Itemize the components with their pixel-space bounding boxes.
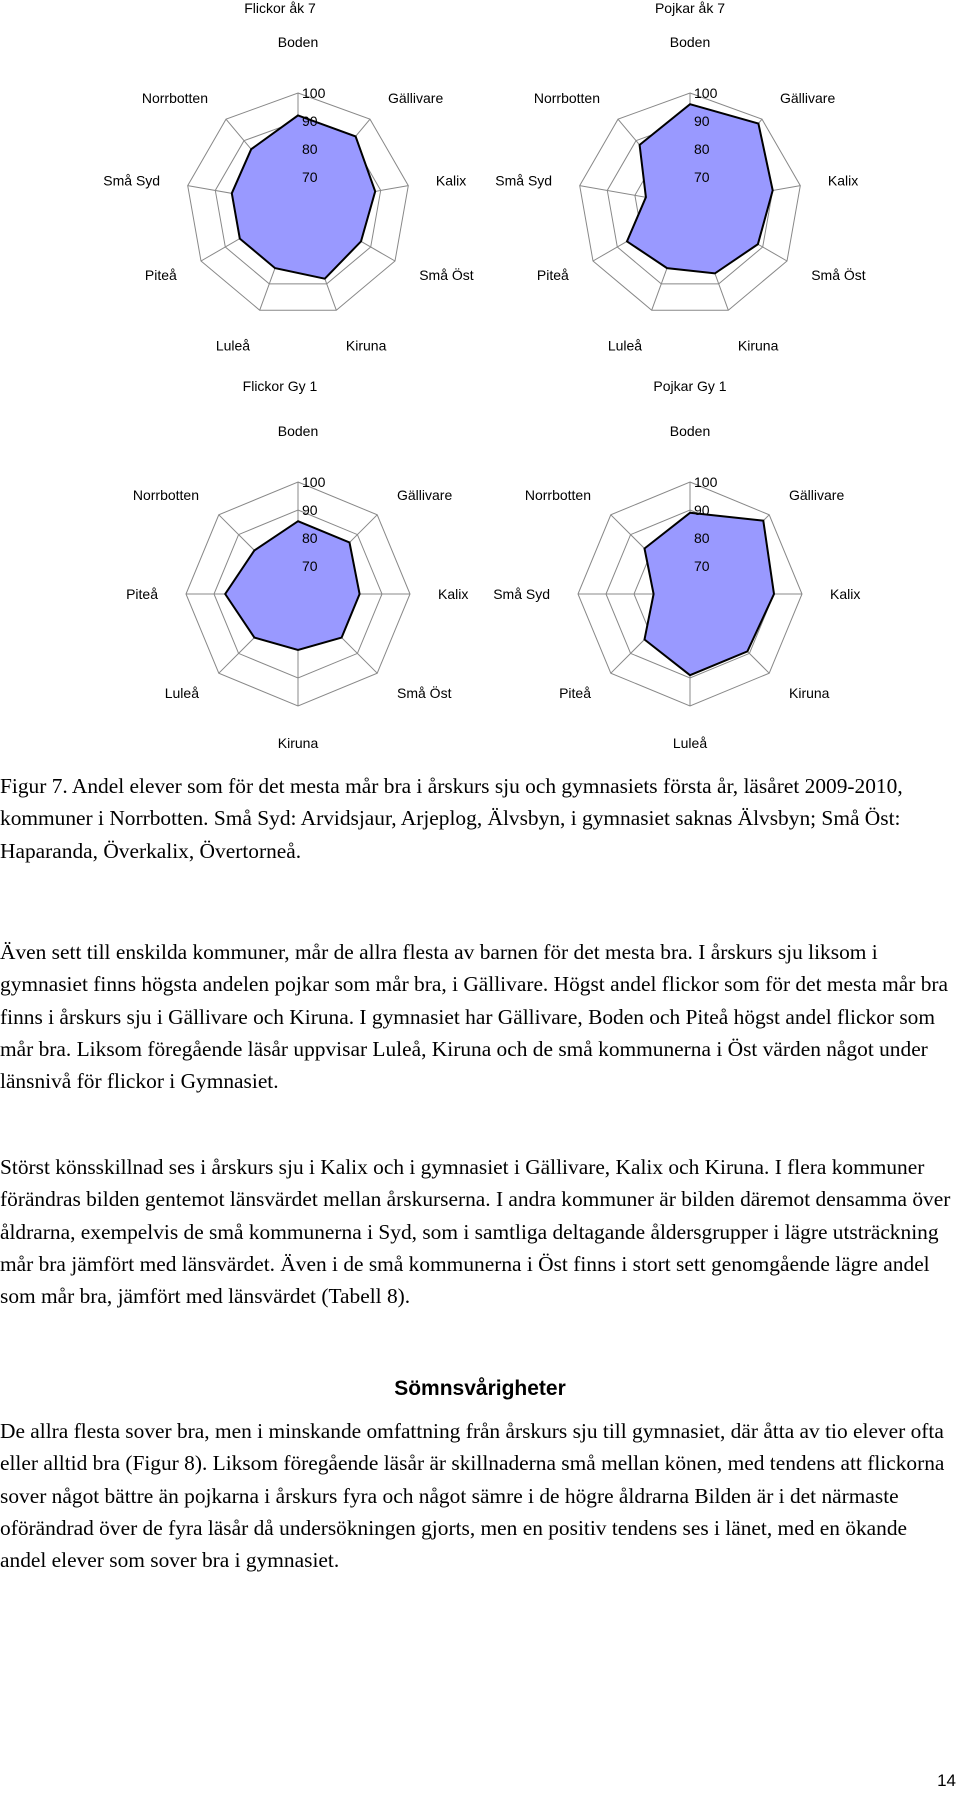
radar-svg <box>100 378 469 751</box>
chart-title: Pojkar Gy 1 <box>653 378 727 394</box>
body-paragraph <box>0 1415 958 1576</box>
category-label: Norrbotten <box>533 89 600 106</box>
figure-caption <box>0 770 958 867</box>
category-label: Norrbotten <box>141 89 208 106</box>
category-label: Små Öst <box>811 267 866 283</box>
tick-label: 70 <box>302 169 318 185</box>
category-label: Boden <box>277 34 319 50</box>
category-label: Luleå <box>215 337 251 354</box>
radar-svg <box>493 378 870 751</box>
category-label: Gällivare <box>789 487 845 503</box>
category-label: Luleå <box>164 685 199 701</box>
category-label: Kiruna <box>789 685 830 701</box>
category-label: Kalix <box>827 172 859 189</box>
page-number: 14 <box>937 1771 956 1790</box>
category-label: Norrbotten <box>524 487 591 503</box>
category-label: Små Syd <box>493 586 550 602</box>
category-label: Kalix <box>830 586 861 602</box>
category-label: Piteå <box>126 586 158 602</box>
tick-label: 70 <box>694 558 710 574</box>
series-area <box>232 115 375 278</box>
tick-label: 70 <box>302 558 318 574</box>
radar-chart-pojkar-ak7 <box>495 0 870 354</box>
category-label: Luleå <box>607 337 643 354</box>
category-label: Gällivare <box>397 487 453 503</box>
category-label: Kiruna <box>737 337 779 354</box>
category-label: Boden <box>669 34 711 50</box>
chart-title: Flickor åk 7 <box>244 0 316 16</box>
paragraph-text: De allra flesta sover bra, men i minskande omfattning från årskurs sju till gymnasiet, där åtta av tio elever ofta eller alltid bra (Figur 8). Liksom föregående läsår är skillnaderna små mellan könen, med tendens att flickorna sover något bättre än pojkarna i årskurs fyra och något sämre i de högre åldrarna Bilden är i det närmaste oförändrad över de fyra läsår då undersökningen gjorts, men en positiv tendens ses i länet, med en ökande andel elever som sover bra i gymnasiet. <box>0 1419 945 1573</box>
caption-text: Figur 7. Andel elever som för det mesta mår bra i årskurs sju och gymnasiets första år, läsåret 2009-2010, kommuner i Norrbotten. Små Syd: Arvidsjaur, Arjeplog, Älvsbyn, i gymnasiet saknas Älvsbyn; Små Öst: Haparanda, Överkalix, Övertorneå. <box>0 774 903 863</box>
category-label: Små Öst <box>397 685 452 701</box>
category-label: Gällivare <box>388 89 444 106</box>
category-label: Piteå <box>144 267 177 283</box>
paragraph-text: Även sett till enskilda kommuner, mår de allra flesta av barnen för det mesta bra. I årskurs sju liksom i gymnasiet finns högsta andelen pojkar som mår bra, i Gällivare. Högst andel flickor som för det mesta mår bra finns i årskurs sju i Gällivare och Kiruna. I gymnasiet har Gällivare, Boden och Piteå högst andel flickor som mår bra. Liksom föregående läsår uppvisar Luleå, Kiruna och de små kommunerna i Öst värden något under länsnivå för flickor i Gymnasiet. <box>0 940 949 1094</box>
tick-label: 100 <box>302 85 326 101</box>
category-label: Norrbotten <box>132 487 199 503</box>
paragraph-text: Störst könsskillnad ses i årskurs sju i Kalix och i gymnasiet i Gällivare, Kalix och Kiruna. I flera kommuner förändras bilden gentemot länsvärdet mellan årskurserna. I andra kommuner är bilden däremot densamma över åldrarna, exempelvis de små kommunerna i Syd, som i samtliga deltagande åldersgrupper i lägre utsträckning mår bra jämfört med länsvärdet. Även i de små kommunerna i Öst finns i stort sett genomgående lägre andel som mår bra, jämfört med länsvärdet (Tabell 8). <box>0 1155 951 1309</box>
series-area <box>627 104 773 273</box>
tick-label: 80 <box>694 141 710 157</box>
category-label: Kiruna <box>345 337 387 354</box>
tick-label: 100 <box>694 474 718 490</box>
category-label: Små Syd <box>495 172 553 189</box>
category-label: Kalix <box>435 172 467 189</box>
category-label: Små Syd <box>103 172 161 189</box>
series-area <box>225 521 359 650</box>
radar-svg <box>100 0 474 354</box>
category-label: Piteå <box>559 685 591 701</box>
tick-label: 80 <box>694 530 710 546</box>
tick-label: 90 <box>694 502 710 518</box>
chart-title: Flickor Gy 1 <box>242 378 318 394</box>
category-label: Kalix <box>438 586 469 602</box>
body-paragraph <box>0 936 958 1097</box>
body-paragraph <box>0 1151 958 1312</box>
category-label: Kiruna <box>277 735 319 751</box>
radar-chart-flickor-gy1 <box>100 378 469 751</box>
chart-title: Pojkar åk 7 <box>654 0 726 16</box>
tick-label: 100 <box>302 474 326 490</box>
section-heading: Sömnsvårigheter <box>394 1377 566 1400</box>
tick-label: 90 <box>302 113 318 129</box>
tick-label: 80 <box>302 141 318 157</box>
radar-chart-flickor-ak7 <box>100 0 474 354</box>
category-label: Luleå <box>672 735 708 751</box>
tick-label: 70 <box>694 169 710 185</box>
tick-label: 90 <box>694 113 710 129</box>
category-label: Små Öst <box>419 267 474 283</box>
category-label: Boden <box>277 423 319 439</box>
category-label: Piteå <box>536 267 569 283</box>
radar-chart-pojkar-gy1 <box>493 378 870 751</box>
tick-label: 90 <box>302 502 318 518</box>
category-label: Boden <box>669 423 711 439</box>
tick-label: 100 <box>694 85 718 101</box>
radar-svg <box>495 0 870 354</box>
tick-label: 80 <box>302 530 318 546</box>
category-label: Gällivare <box>780 89 836 106</box>
